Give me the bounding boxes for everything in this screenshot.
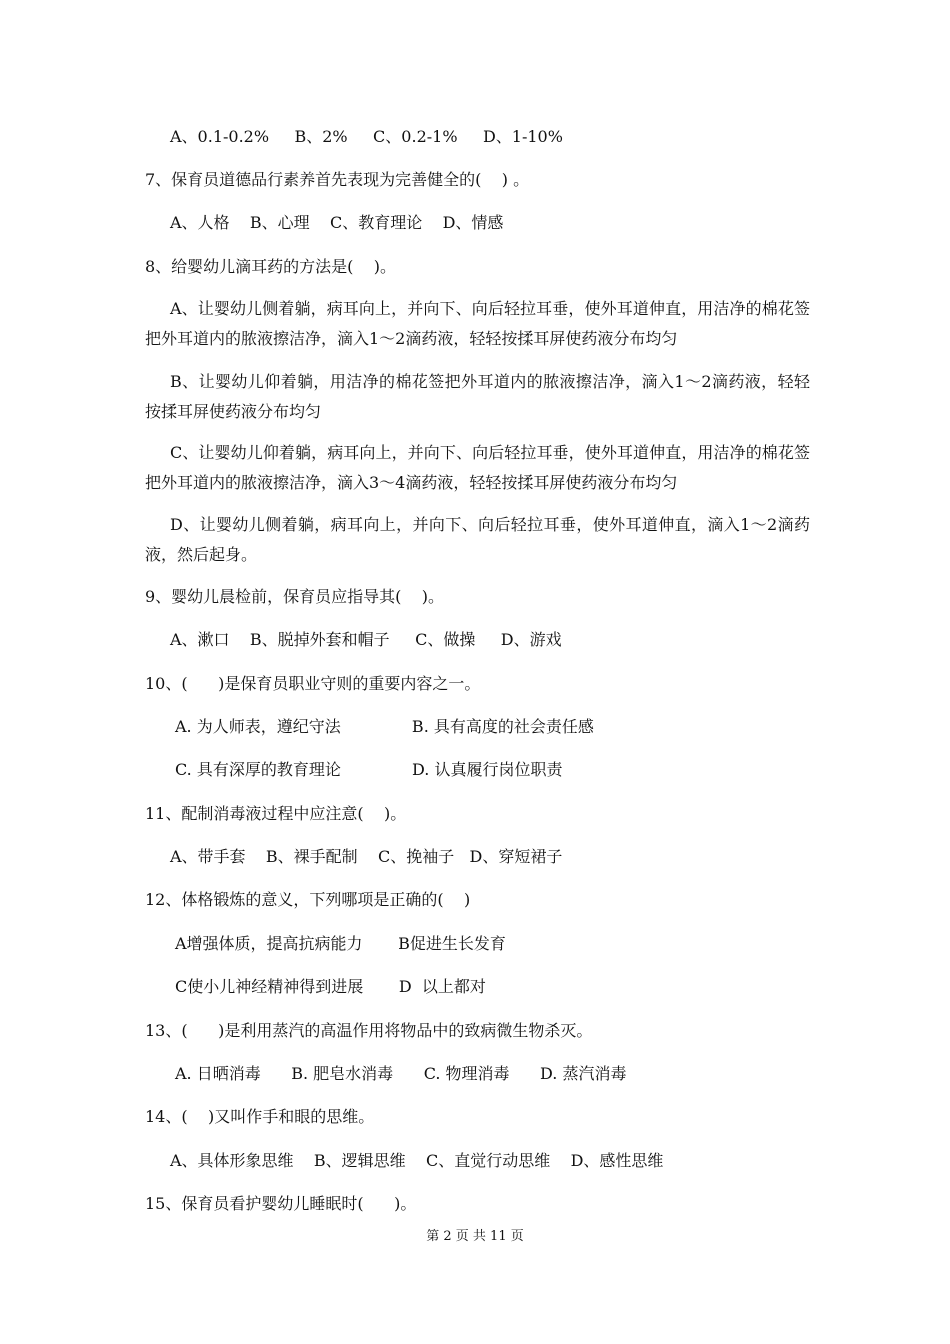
q9-options: A、漱口 B、脱掉外套和帽子 C、做操 D、游戏 bbox=[170, 630, 562, 649]
q7-question: 7、保育员道德品行素养首先表现为完善健全的( ) 。 bbox=[145, 170, 530, 189]
q9-question: 9、婴幼儿晨检前，保育员应指导其( )。 bbox=[145, 587, 445, 606]
q8-option-c: C、让婴幼儿仰着躺，病耳向上，并向下、向后轻拉耳垂，使外耳道伸直，用洁净的棉花签把外耳道内的脓液擦洁净，滴入3～4滴药液，轻轻按揉耳屏使药液分布均匀 bbox=[145, 443, 810, 492]
q14-question: 14、( )又叫作手和眼的思维。 bbox=[145, 1107, 375, 1126]
q15-question: 15、保育员看护婴幼儿睡眠时( )。 bbox=[145, 1194, 417, 1213]
q10-options-row1: A. 为人师表，遵纪守法 B. 具有高度的社会责任感 bbox=[175, 717, 594, 736]
q12-question: 12、体格锻炼的意义，下列哪项是正确的( ) bbox=[145, 890, 471, 909]
q6-options: A、0.1-0.2% B、2% C、0.2-1% D、1-10% bbox=[170, 127, 563, 146]
q7-options: A、人格 B、心理 C、教育理论 D、情感 bbox=[170, 213, 504, 232]
q12-options-row1: A增强体质，提高抗病能力 B促进生长发育 bbox=[175, 934, 506, 953]
q8-option-a: A、让婴幼儿侧着躺，病耳向上，并向下、向后轻拉耳垂，使外耳道伸直，用洁净的棉花签把外耳道内的脓液擦洁净，滴入1～2滴药液，轻轻按揉耳屏使药液分布均匀 bbox=[145, 299, 810, 348]
q10-question: 10、( )是保育员职业守则的重要内容之一。 bbox=[145, 674, 481, 693]
q8-option-d: D、让婴幼儿侧着躺，病耳向上，并向下、向后轻拉耳垂，使外耳道伸直，滴入1～2滴药液，然后起身。 bbox=[145, 515, 810, 564]
q14-options: A、具体形象思维 B、逻辑思维 C、直觉行动思维 D、感性思维 bbox=[170, 1151, 664, 1170]
q8-option-b: B、让婴幼儿仰着躺，用洁净的棉花签把外耳道内的脓液擦洁净，滴入1～2滴药液，轻轻按揉耳屏使药液分布均匀 bbox=[145, 372, 810, 421]
q10-options-row2: C. 具有深厚的教育理论 D. 认真履行岗位职责 bbox=[175, 760, 563, 779]
q8-question: 8、给婴幼儿滴耳药的方法是( )。 bbox=[145, 257, 397, 276]
q12-options-row2: C使小儿神经精神得到进展 D 以上都对 bbox=[175, 977, 486, 996]
q11-question: 11、配制消毒液过程中应注意( )。 bbox=[145, 804, 407, 823]
page-footer: 第 2 页 共 11 页 bbox=[426, 1229, 524, 1244]
q11-options: A、带手套 B、裸手配制 C、挽袖子 D、穿短裙子 bbox=[170, 847, 563, 866]
q13-options: A. 日晒消毒 B. 肥皂水消毒 C. 物理消毒 D. 蒸汽消毒 bbox=[175, 1064, 627, 1083]
q13-question: 13、( )是利用蒸汽的高温作用将物品中的致病微生物杀灭。 bbox=[145, 1021, 593, 1040]
